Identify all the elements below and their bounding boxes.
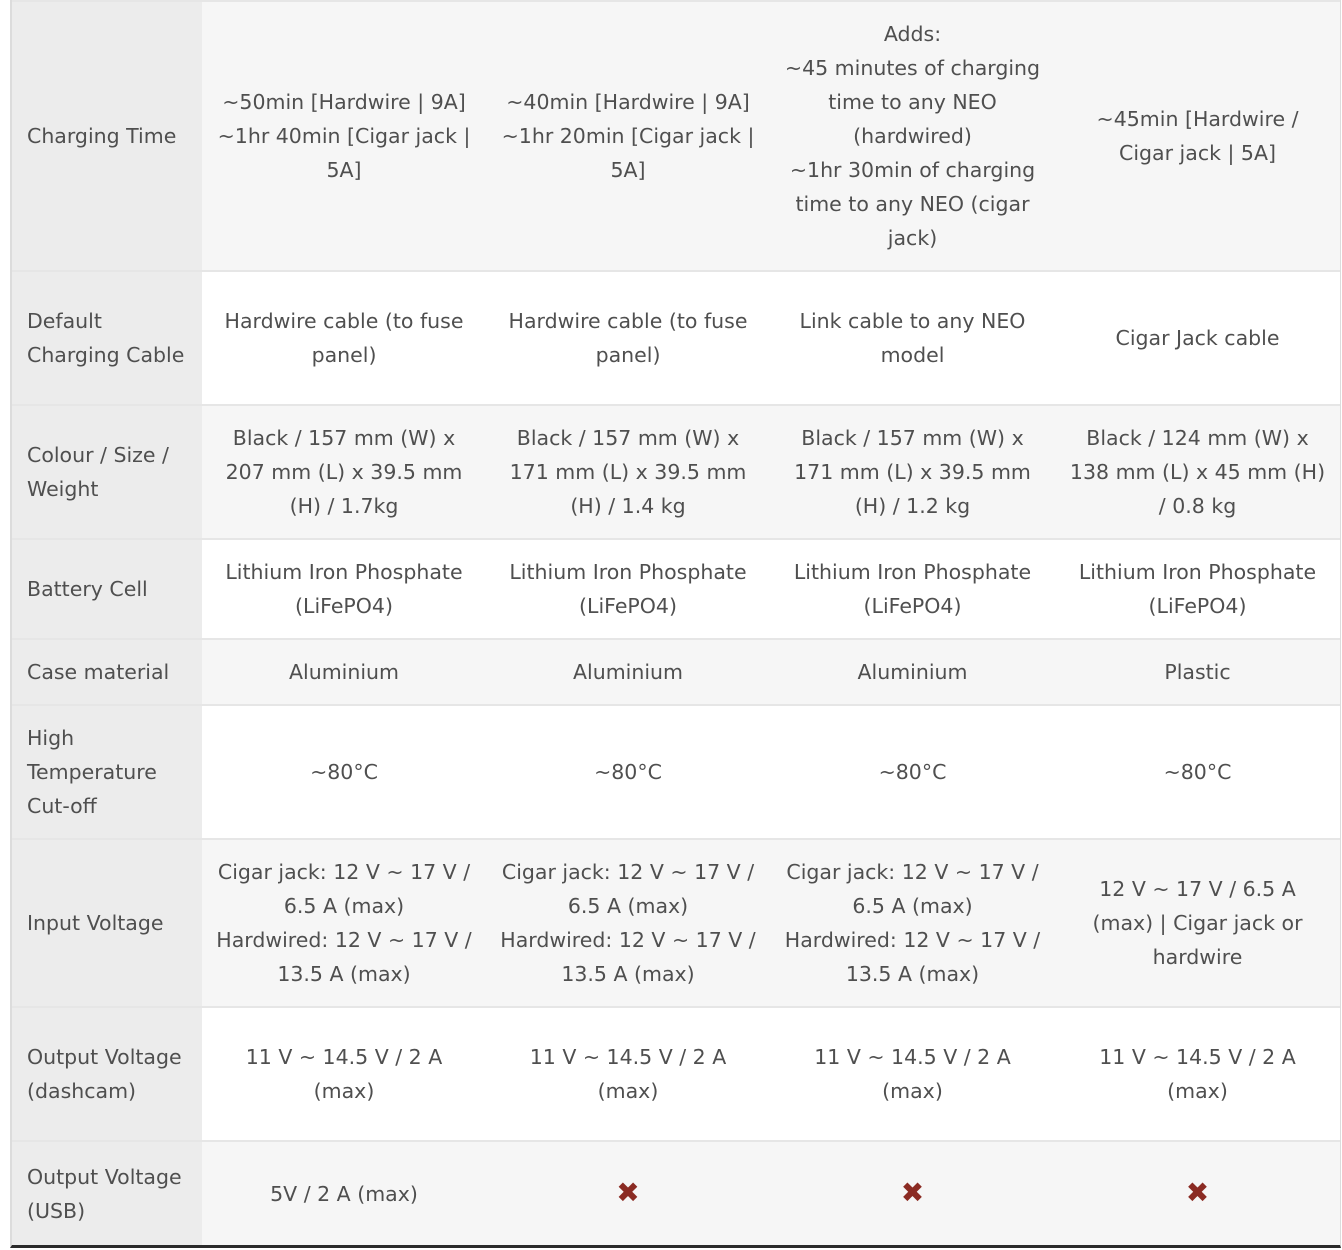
cell-text: Hardwire cable (to fuse panel) (224, 309, 464, 367)
table-cell (770, 639, 1055, 705)
cell-text: ~40min [Hardwire | 9A] ~1hr 20min [Cigar jack | 5A] (501, 90, 755, 182)
spec-comparison-table (12, 0, 1340, 1245)
table-cell (202, 639, 486, 705)
table-cell (486, 539, 770, 639)
cell-text: 11 V ~ 14.5 V / 2 A (max) (529, 1045, 727, 1103)
table-cell (770, 1, 1055, 271)
cell-text: ~80°C (594, 760, 662, 784)
cell-text: Lithium Iron Phosphate (LiFePO4) (225, 560, 463, 618)
table-cell (1055, 539, 1340, 639)
row-label: Input Voltage (12, 839, 202, 1007)
table-cell (486, 705, 770, 839)
row-label: Colour / Size / Weight (12, 405, 202, 539)
table-row (12, 639, 1340, 705)
cell-text: Black / 157 mm (W) x 171 mm (L) x 39.5 mm (H) / 1.2 kg (794, 426, 1031, 518)
table-row (12, 405, 1340, 539)
table-cell (486, 1141, 770, 1245)
cell-text: 12 V ~ 17 V / 6.5 A (max) | Cigar jack or hardwire (1092, 877, 1303, 969)
table-cell (770, 1141, 1055, 1245)
table-cell (770, 271, 1055, 405)
table-cell (1055, 705, 1340, 839)
table-cell (1055, 405, 1340, 539)
table-cell (486, 639, 770, 705)
x-mark-icon: ✖ (900, 1175, 925, 1209)
cell-text: 11 V ~ 14.5 V / 2 A (max) (814, 1045, 1011, 1103)
table-row (12, 539, 1340, 639)
spec-table-wrapper (10, 0, 1341, 1248)
row-label: Case material (12, 639, 202, 705)
table-cell (486, 1, 770, 271)
table-row (12, 839, 1340, 1007)
table-cell (202, 1, 486, 271)
table-row (12, 1141, 1340, 1245)
table-cell (202, 839, 486, 1007)
table-cell (486, 839, 770, 1007)
table-cell (770, 405, 1055, 539)
cell-text: ~80°C (1163, 760, 1232, 784)
row-label: High Temperature Cut-off (12, 705, 202, 839)
cell-text: Adds: ~45 minutes of charging time to any NEO (hardwired) ~1hr 30min of charging time to any NEO (cigar jack) (784, 22, 1041, 250)
table-cell (486, 405, 770, 539)
cell-text: ~45min [Hardwire / Cigar jack | 5A] (1096, 107, 1299, 165)
table-cell (1055, 639, 1340, 705)
cell-text: 5V / 2 A (max) (270, 1181, 418, 1206)
cell-text: Cigar jack: 12 V ~ 17 V / 6.5 A (max) Hardwired: 12 V ~ 17 V / 13.5 A (max) (784, 860, 1041, 986)
cell-text: 11 V ~ 14.5 V / 2 A (max) (1099, 1045, 1296, 1103)
cell-text: Black / 124 mm (W) x 138 mm (L) x 45 mm (H) / 0.8 kg (1069, 426, 1326, 518)
table-cell (202, 1007, 486, 1141)
cell-text: Link cable to any NEO model (799, 309, 1026, 367)
cell-text: Aluminium (857, 660, 968, 684)
cell-text: 11 V ~ 14.5 V / 2 A (max) (245, 1045, 443, 1103)
table-cell (770, 1007, 1055, 1141)
cell-text: Aluminium (572, 660, 684, 684)
spec-table-body (12, 1, 1340, 1245)
cell-text: Lithium Iron Phosphate (LiFePO4) (1078, 560, 1317, 618)
table-cell (486, 1007, 770, 1141)
cell-text: Aluminium (288, 660, 400, 684)
table-cell (770, 539, 1055, 639)
cell-text: Cigar Jack cable (1115, 326, 1280, 350)
cell-text: Hardwire cable (to fuse panel) (508, 309, 748, 367)
row-label: Battery Cell (12, 539, 202, 639)
cell-text: Black / 157 mm (W) x 171 mm (L) x 39.5 mm (H) / 1.4 kg (509, 426, 747, 518)
cell-text: ~50min [Hardwire | 9A] ~1hr 40min [Cigar jack | 5A] (217, 90, 471, 182)
table-cell (202, 405, 486, 539)
cell-text: Black / 157 mm (W) x 207 mm (L) x 39.5 mm (H) / 1.7kg (225, 426, 463, 518)
table-row (12, 271, 1340, 405)
cell-text: ~80°C (878, 760, 947, 784)
table-cell (770, 839, 1055, 1007)
table-cell (202, 539, 486, 639)
row-label: Output Voltage (dashcam) (12, 1007, 202, 1141)
cell-text: ~80°C (310, 760, 378, 784)
table-cell (486, 271, 770, 405)
table-cell (1055, 1, 1340, 271)
cell-text: Cigar jack: 12 V ~ 17 V / 6.5 A (max) Hardwired: 12 V ~ 17 V / 13.5 A (max) (216, 860, 472, 986)
cell-text: Cigar jack: 12 V ~ 17 V / 6.5 A (max) Hardwired: 12 V ~ 17 V / 13.5 A (max) (500, 860, 756, 986)
table-cell (1055, 839, 1340, 1007)
x-mark-icon: ✖ (1185, 1175, 1210, 1209)
x-mark-icon: ✖ (616, 1175, 640, 1209)
table-cell (1055, 271, 1340, 405)
cell-text: Plastic (1164, 660, 1231, 684)
table-row (12, 1007, 1340, 1141)
table-cell (1055, 1141, 1340, 1245)
cell-text: Lithium Iron Phosphate (LiFePO4) (509, 560, 747, 618)
row-label: Output Voltage (USB) (12, 1141, 202, 1245)
row-label: Default Charging Cable (12, 271, 202, 405)
cell-text: Lithium Iron Phosphate (LiFePO4) (793, 560, 1032, 618)
table-cell (202, 705, 486, 839)
table-row (12, 1, 1340, 271)
table-cell (770, 705, 1055, 839)
table-row (12, 705, 1340, 839)
table-cell (1055, 1007, 1340, 1141)
table-cell (202, 271, 486, 405)
table-cell (202, 1141, 486, 1245)
row-label: Charging Time (12, 1, 202, 271)
